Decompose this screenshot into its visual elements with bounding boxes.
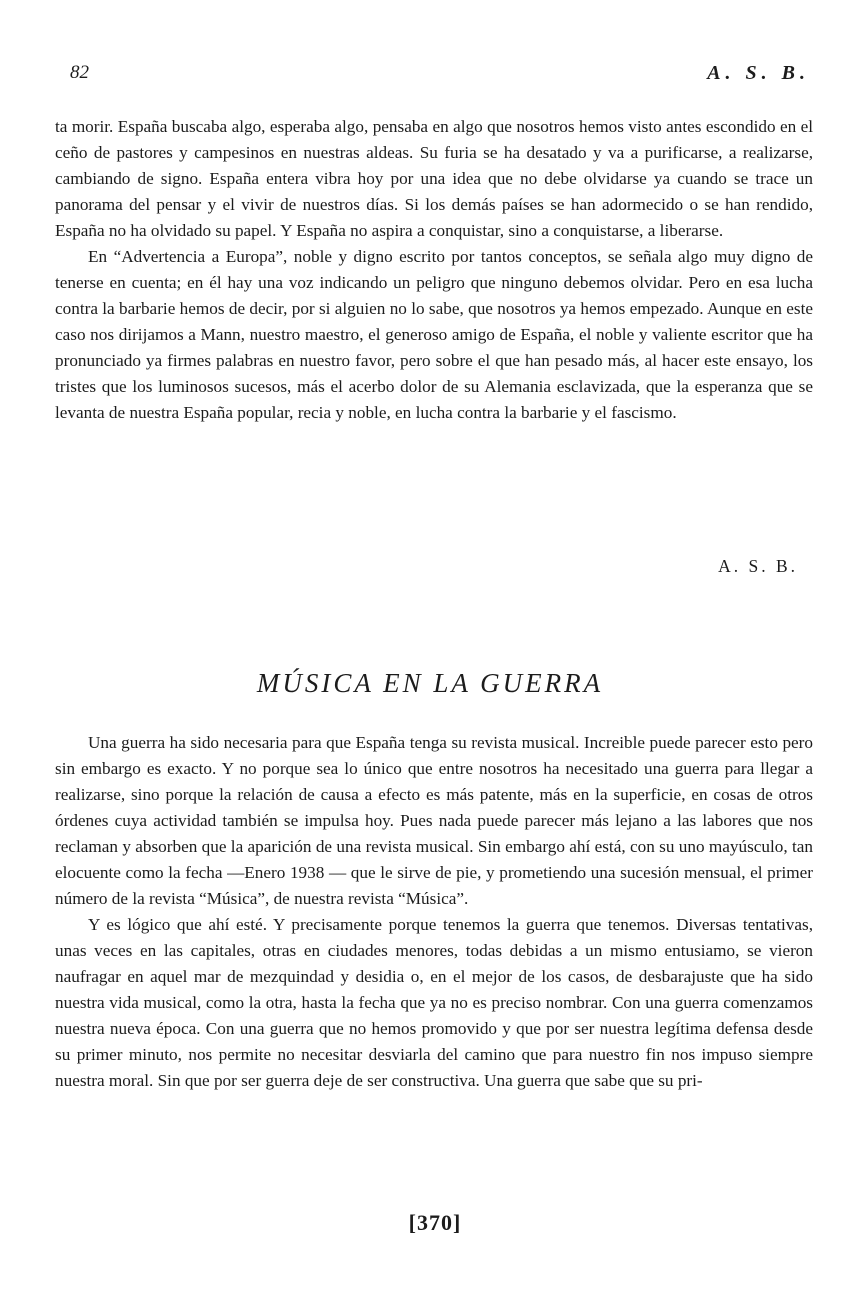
article-continuation bbox=[55, 114, 813, 426]
paragraph: En “Advertencia a Europa”, noble y digno escrito por tantos conceptos, se señala algo muy digno de tenerse en cuenta; en él hay una voz indicando un peligro que ninguno debemos olvidar. Pero en esa lucha contra la barbarie hemos de decir, por si alguien no lo sabe, que nosotros ya hemos empezado. Aunque en este caso nos dirijamos a Mann, nuestro maestro, el generoso amigo de España, el noble y valiente escritor que ha pronunciado ya firmes palabras en nuestro favor, pero sobre el que han pesado más, al hacer este ensayo, los tristes que los luminosos sucesos, más el acerbo dolor de su Alemania esclavizada, que la esperanza que se levanta de nuestra España popular, recia y noble, en lucha contra la barbarie y el fascismo. bbox=[55, 247, 813, 422]
page-marker: [370] bbox=[408, 1210, 462, 1235]
page-number: 82 bbox=[70, 62, 89, 83]
page-header bbox=[70, 62, 810, 92]
paragraph: Y es lógico que ahí esté. Y precisamente porque tenemos la guerra que tenemos. Diversas tentativas, unas veces en las capitales, otras en ciudades menores, todas debidas a un mismo entusiamo, se vieron naufragar en aquel mar de mezquindad y desidia o, en el mejor de los casos, de desbarajuste que ha sido nuestra vida musical, como la otra, hasta la fecha que ya no es preciso nombrar. Con una guerra comenzamos nuestra nueva época. Con una guerra que no hemos promovido y que por ser nuestra legítima defensa desde su primer minuto, nos permite no necesitar desviarla del camino que para nuestro fin nos impuso siempre nuestra moral. Sin que por ser guerra deje de ser constructiva. Una guerra que sabe que su pri- bbox=[55, 915, 813, 1090]
running-head-initials: A. S. B. bbox=[707, 62, 810, 84]
article-body bbox=[55, 730, 813, 1094]
paragraph: ta morir. España buscaba algo, esperaba algo, pensaba en algo que nosotros hemos visto antes escondido en el ceño de pastores y campesinos en nuestras aldeas. Su furia se ha desatado y va a purificarse, a realizarse, cambiando de signo. España entera vibra hoy por una idea que no debe olvidarse ya cuando se trace un panorama del pensar y el vivir de nuestros días. Si los demás países se han adormecido o se han rendido, España no ha olvidado su papel. Y España no aspira a conquistar, sino a conquistarse, a liberarse. bbox=[55, 117, 813, 240]
paragraph: Una guerra ha sido necesaria para que España tenga su revista musical. Increible puede parecer esto pero sin embargo es exacto. Y no porque sea lo único que entre nosotros ha necesitado una guerra para llegar a realizarse, sino porque la relación de causa a efecto es más patente, más en la superficie, en cosas de otros órdenes cuya actividad también se impulsa hoy. Pues nada puede parecer más lejano a las labores que nos reclaman y absorben que la aparición de una revista musical. Sin embargo ahí está, con su uno mayúsculo, tan elocuente como la fecha —Enero 1938 — que le sirve de pie, y prometiendo una sucesión mensual, el primer número de la revista “Música”, de nuestra revista “Música”. bbox=[55, 733, 813, 908]
section-title: MÚSICA EN LA GUERRA bbox=[256, 668, 604, 698]
author-signature: A. S. B. bbox=[718, 556, 798, 576]
